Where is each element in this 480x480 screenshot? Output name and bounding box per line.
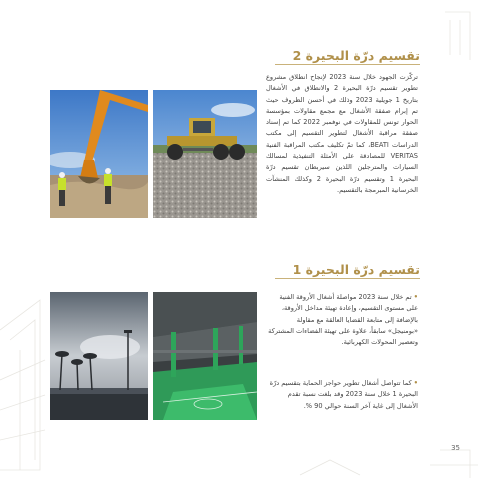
- section2-title-underline: [275, 64, 420, 65]
- section1-title: تقسيم درّة البحيرة 1: [292, 262, 420, 277]
- parking-structure-photo: [153, 292, 257, 420]
- bullet-marker: •: [413, 379, 418, 387]
- section1-bullet-1: [266, 292, 418, 348]
- grader-photo: [153, 90, 257, 218]
- excavator-photo: [50, 90, 148, 218]
- bullet-marker: •: [413, 293, 418, 301]
- section1-bullet-2-text: كما تتواصل أشغال تطوير حواجز الحماية بتقسيم درّة البحيرة 1 خلال سنة 2023 وقد بلغت نسبة تقدم الأشغال إلى غاية آخر السنة حوالي 90 %.: [269, 379, 418, 410]
- section1-bullet-1-text: تم خلال سنة 2023 مواصلة أشغال الأروقة الفنية على مستوى التقسيم، وإعادة تهيئة مداخل الأروقة، بالإضافة إلى متابعة القضايا العالقة مع مقاولة «بومنيجل» سابقاً، علاوة على تهيئة الفضاءات المشتركة وتعصير المحولات الكهربائية.: [268, 293, 418, 347]
- section2-title: تقسيم درّة البحيرة 2: [292, 48, 420, 63]
- section1-title-underline: [275, 278, 420, 279]
- page-number: 35: [451, 444, 460, 452]
- section2-body: تركّزت الجهود خلال سنة 2023 لإنجاح انطلاق مشروع تطوير تقسيم درّة البحيرة 2 والانطلاق في الأشغال بتاريخ 1 جويلية 2023 وذلك في أحسن الظروف حيث تم إبرام صفقة الأشغال مع مجمع مقاولات بمؤسسة الحوار تونس للمقاولات في نوفمبر 2022 كما تم إسناد صفقة مراقبة الأشغال لتطوير التقسيم إلى مكتب الدراسات BEATI، كما تمّ تكليف مكتب المراقبة الفنية VERITAS للمصادقة على الأمثلة التنفيذية لمسالك السيارات والمترجلين اللذين سيربطان تقسيم درّة البحيرة 1 وتقسيم درّة البحيرة 2 وكذلك المنشآت الخرسانية المبرمجة بالتقسيم.: [266, 73, 419, 194]
- palm-trees-photo: [50, 292, 148, 420]
- section1-bullet-2: [266, 378, 418, 412]
